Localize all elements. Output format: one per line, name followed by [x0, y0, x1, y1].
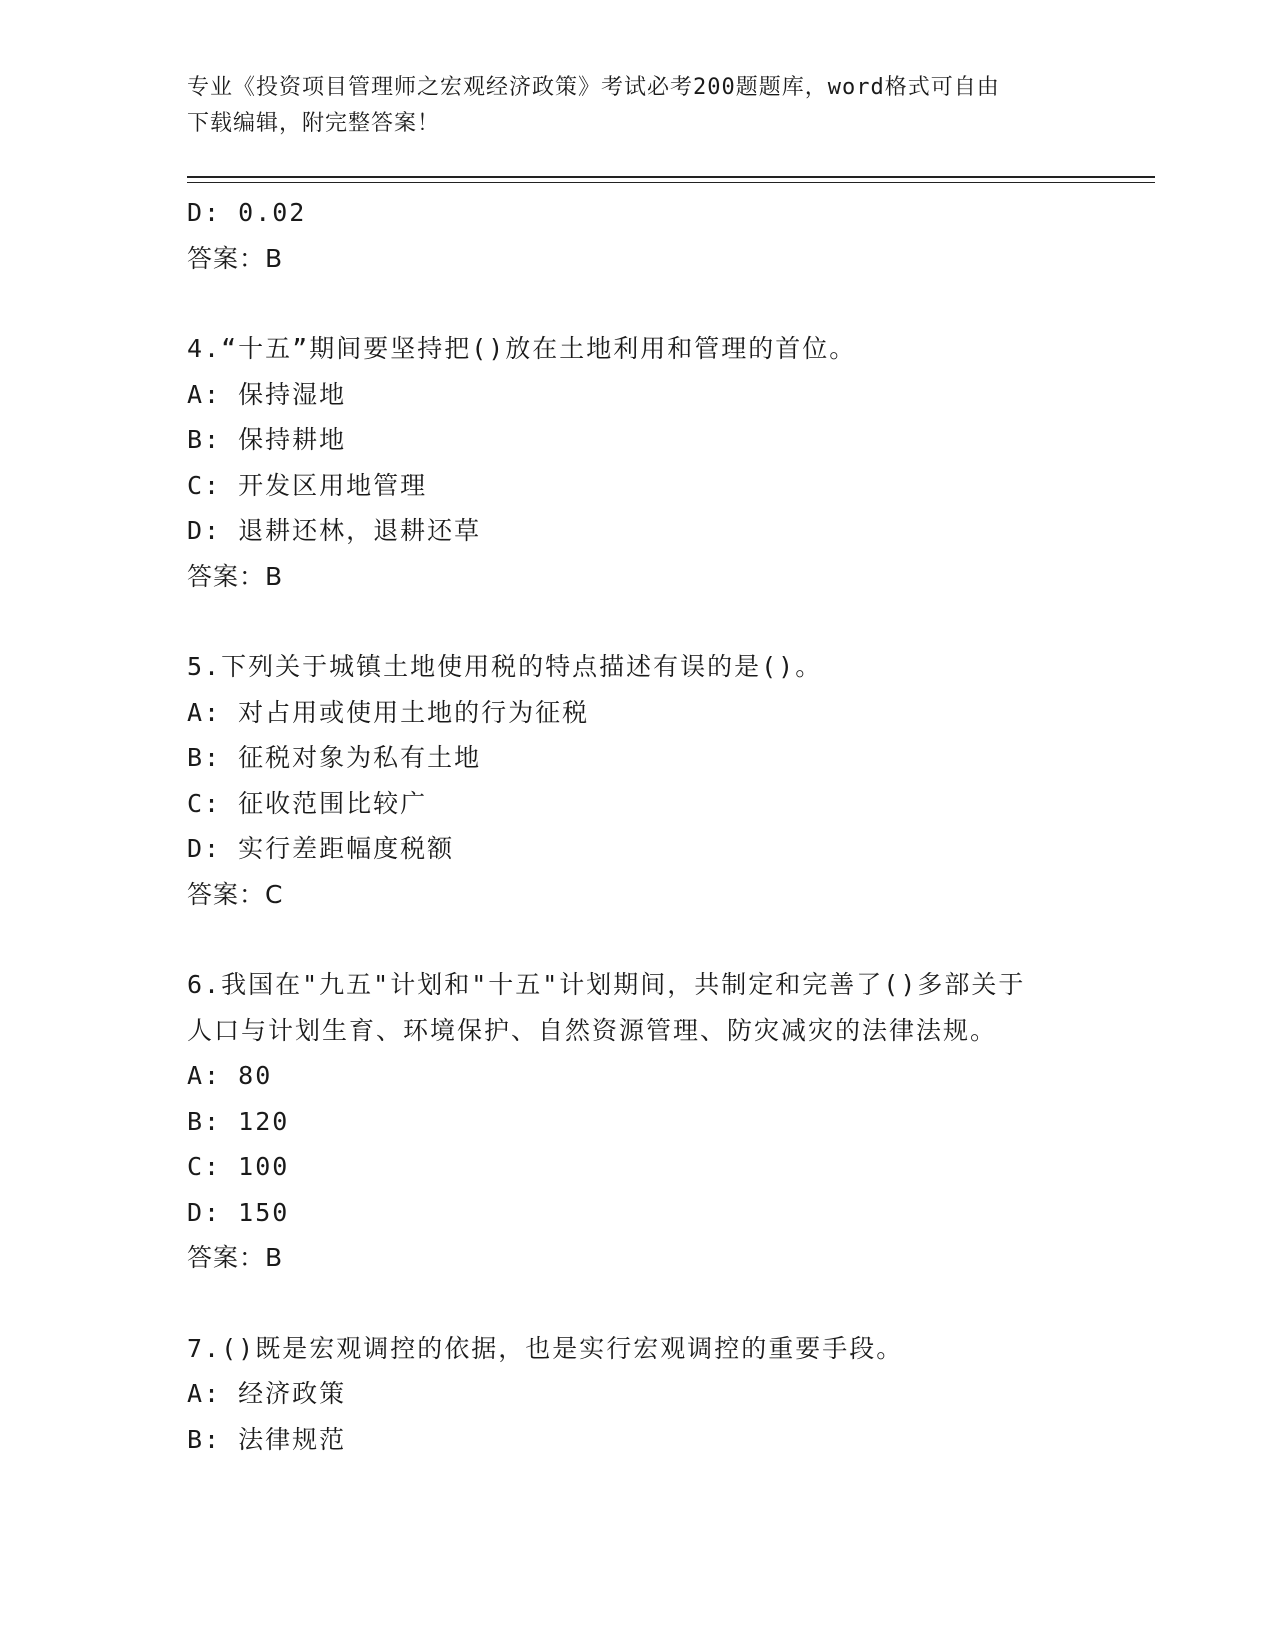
spacer [187, 599, 1087, 644]
answer-label: 答案：B [187, 1243, 284, 1272]
answer-label: 答案：B [187, 561, 284, 591]
question-stem: 5.下列关于城镇土地使用税的特点描述有误的是()。 [187, 652, 823, 681]
question-block-4 [187, 326, 1087, 599]
spacer [187, 917, 1087, 962]
option-d: D: 0.02 [187, 198, 307, 227]
header-line-1: 专业《投资项目管理师之宏观经济政策》考试必考200题题库，word格式可自由 [187, 75, 1000, 100]
option-b: B: 法律规范 [187, 1424, 347, 1454]
option-b: B: 保持耕地 [187, 425, 347, 454]
option-b: B: 120 [187, 1106, 290, 1136]
option-b: B: 征税对象为私有土地 [187, 743, 482, 772]
question-list [187, 190, 1087, 1462]
question-block-7 [187, 1326, 1087, 1463]
option-c: C: 征收范围比较广 [187, 788, 428, 818]
option-c: C: 100 [187, 1152, 290, 1181]
answer-label: 答案：B [187, 243, 284, 273]
header-divider-thick [187, 176, 1155, 178]
option-d: D: 实行差距幅度税额 [187, 834, 455, 863]
question-block-5 [187, 644, 1087, 917]
option-a: A: 对占用或使用土地的行为征税 [187, 697, 590, 727]
header-divider-thin [187, 182, 1155, 183]
question-stem: 4.“十五”期间要坚持把()放在土地利用和管理的首位。 [187, 334, 857, 363]
option-d: D: 150 [187, 1197, 290, 1227]
spacer [187, 281, 1087, 326]
option-d: D: 退耕还林，退耕还草 [187, 516, 482, 545]
question-stem: 7.()既是宏观调控的依据，也是实行宏观调控的重要手段。 [187, 1333, 904, 1363]
option-c: C: 开发区用地管理 [187, 470, 428, 500]
spacer [187, 1281, 1087, 1326]
header-line-2: 下载编辑，附完整答案！ [187, 111, 441, 136]
question-block-prev [187, 190, 1087, 281]
question-stem-line-2: 人口与计划生育、环境保护、自然资源管理、防灾减灾的法律法规。 [187, 1015, 998, 1045]
option-a: A: 80 [187, 1061, 273, 1090]
answer-label: 答案：C [187, 879, 284, 909]
option-a: A: 经济政策 [187, 1379, 347, 1408]
document-header [187, 70, 1087, 142]
question-block-6 [187, 962, 1087, 1281]
option-a: A: 保持湿地 [187, 379, 347, 409]
question-stem-line-1: 6.我国在"九五"计划和"十五"计划期间，共制定和完善了()多部关于 [187, 970, 1026, 999]
